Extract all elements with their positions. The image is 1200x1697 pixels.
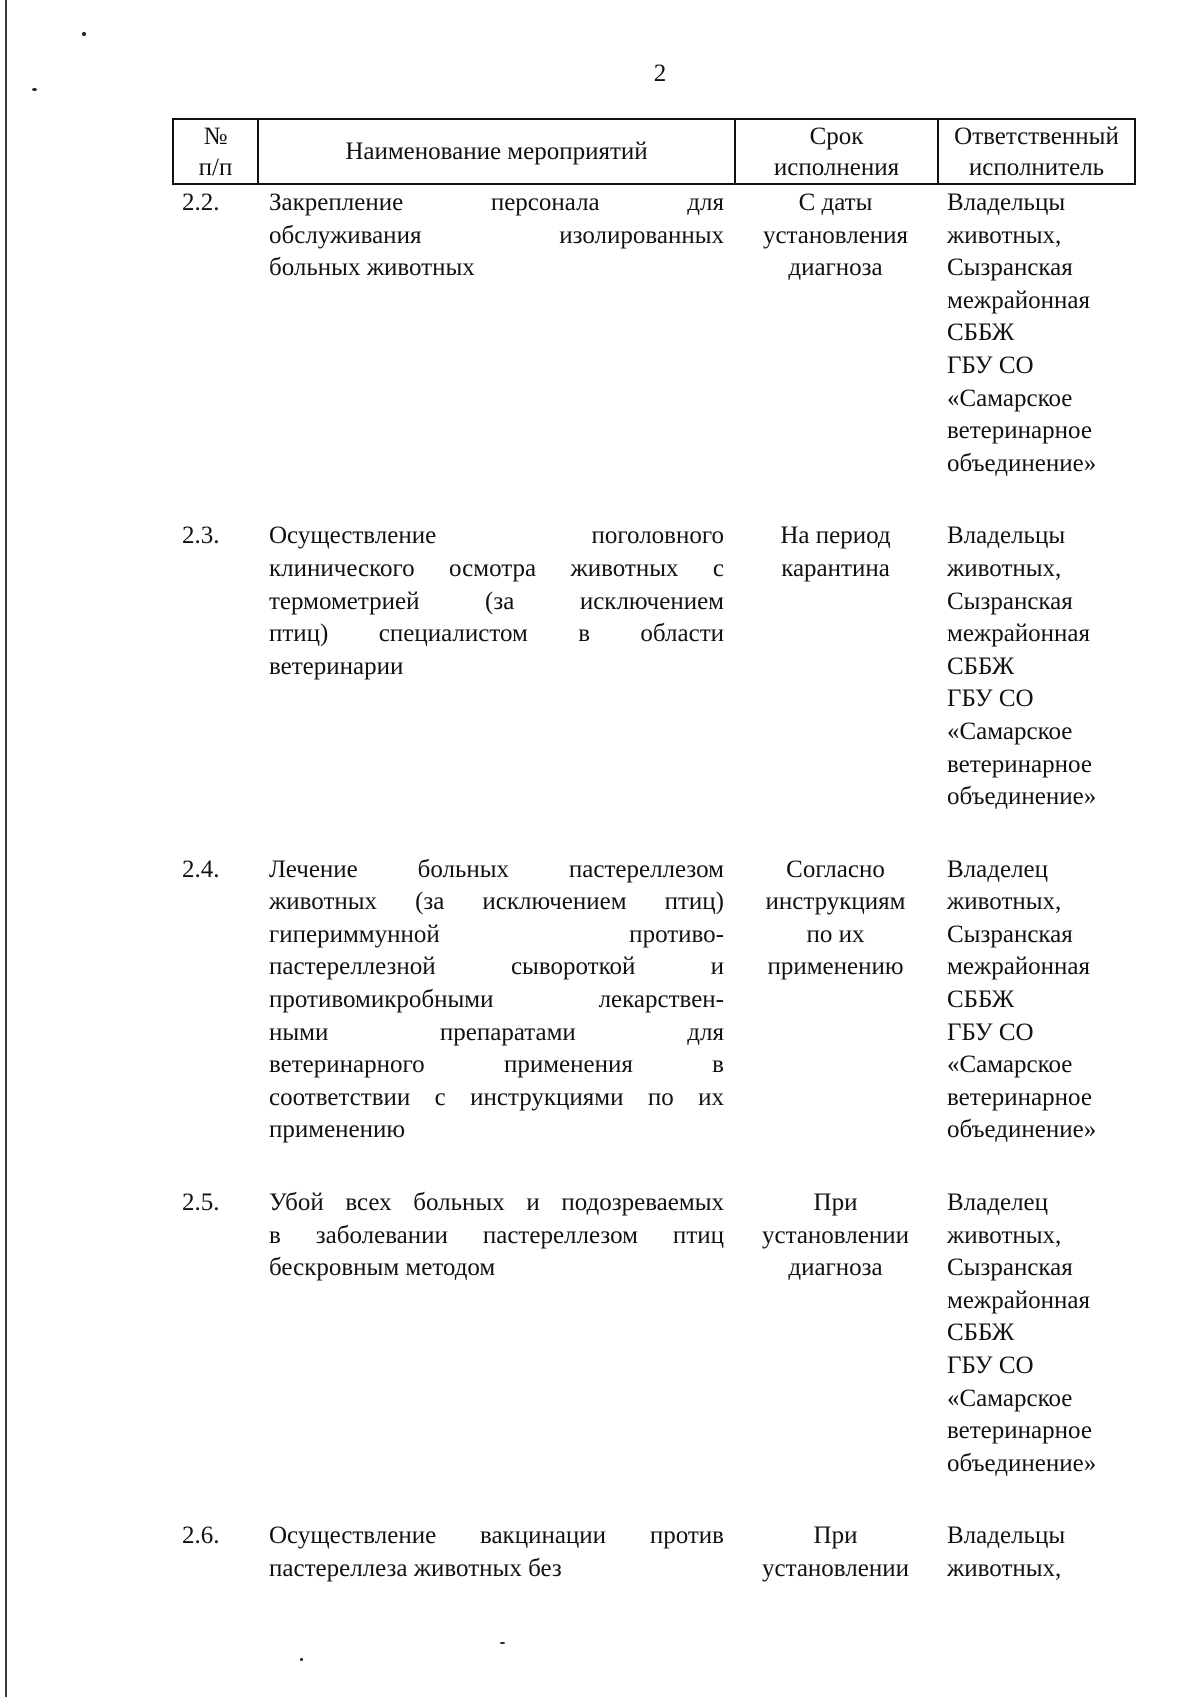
responsible-executor-line: Сызранская — [947, 920, 1073, 948]
responsible-executor-line: животных, — [947, 888, 1062, 916]
responsible-executor-line: Владелец — [947, 855, 1049, 883]
responsible-executor-line: ветеринарное — [947, 750, 1092, 778]
header-name — [259, 120, 736, 183]
header-responsible — [939, 120, 1134, 183]
measure-name-line: Осуществление вакцинации против — [269, 1522, 724, 1550]
measure-name-line: противомикробными лекарствен- — [269, 986, 724, 1014]
header-term-line: Срок — [809, 122, 864, 150]
responsible-executor-line: Сызранская — [947, 1254, 1073, 1282]
responsible-executor-line: Владелец — [947, 1189, 1049, 1217]
responsible-executor-line: ветеринарное — [947, 1083, 1092, 1111]
measure-name-line: ветеринарного применения в — [269, 1051, 724, 1079]
measure-name — [257, 520, 734, 813]
responsible-executor-line: объединение» — [947, 1116, 1097, 1144]
responsible-executor-line: животных, — [947, 221, 1062, 249]
execution-term-line: карантина — [781, 554, 890, 582]
responsible-executor-line: объединение» — [947, 783, 1097, 811]
row-number: 2.2. — [182, 189, 220, 216]
measure-name-line: Осуществление поголовного — [269, 522, 724, 550]
measure-name-line: Закрепление персонала для — [269, 189, 724, 216]
measure-name — [257, 1187, 734, 1480]
responsible-executor-line: межрайонная — [947, 1286, 1091, 1314]
responsible-executor-line: «Самарское — [947, 1384, 1073, 1412]
execution-term-line: установлении — [762, 1554, 909, 1582]
row-number: 2.5. — [182, 1189, 220, 1217]
measure-name-line: больных животных — [269, 254, 475, 282]
measure-name-line: животных (за исключением птиц) — [269, 888, 724, 916]
scan-speck — [300, 1658, 303, 1661]
execution-term-line: по их — [806, 920, 865, 948]
table-row — [172, 187, 1136, 480]
table-row — [172, 520, 1136, 813]
responsible-executor-line: ГБУ СО — [947, 685, 1034, 713]
responsible-executor-line: объединение» — [947, 1449, 1097, 1477]
responsible-executor-line: ГБУ СО — [947, 351, 1034, 379]
measure-name-line: применению — [269, 1116, 406, 1144]
measure-name-line: ветеринарии — [269, 652, 404, 680]
measure-name-line: обслуживания изолированных — [269, 221, 724, 249]
execution-term — [734, 1187, 937, 1480]
measure-name — [257, 1520, 734, 1585]
responsible-executor-line: «Самарское — [947, 717, 1073, 745]
header-responsible-line: Ответственный — [954, 122, 1119, 150]
responsible-executor-line: ГБУ СО — [947, 1018, 1034, 1046]
responsible-executor — [937, 187, 1136, 480]
execution-term-line: инструкциям — [765, 888, 906, 916]
responsible-executor — [937, 854, 1136, 1147]
responsible-executor-line: животных, — [947, 1221, 1062, 1249]
execution-term-line: Согласно — [786, 855, 885, 883]
measure-name-line: соответствии с инструкциями по их — [269, 1083, 724, 1111]
measure-name-line: птиц) специалистом в области — [269, 620, 724, 648]
responsible-executor-line: ветеринарное — [947, 417, 1092, 445]
table-row — [172, 1187, 1136, 1480]
table-row — [172, 1520, 1136, 1585]
execution-term-line: установления — [762, 221, 909, 249]
execution-term-line: диагноза — [788, 254, 883, 282]
measure-name-line: пастереллезной сывороткой и — [269, 953, 724, 981]
responsible-executor-line: животных, — [947, 1554, 1062, 1582]
execution-term-line: С даты — [798, 189, 873, 216]
measure-name-line: термометрией (за исключением — [269, 587, 724, 615]
header-name-line: Наименование мероприятий — [345, 138, 648, 165]
responsible-executor-line: ГБУ СО — [947, 1352, 1034, 1379]
responsible-executor-line: «Самарское — [947, 1051, 1073, 1079]
responsible-executor — [937, 1187, 1136, 1480]
measure-name-line: Убой всех больных и подозреваемых — [269, 1189, 724, 1217]
execution-term-line: При — [813, 1189, 858, 1217]
execution-term — [734, 187, 937, 480]
responsible-executor-line: СББЖ — [947, 1319, 1015, 1347]
measure-name-line: в заболевании пастереллезом птиц — [269, 1221, 724, 1249]
header-term-line: исполнения — [773, 153, 900, 181]
execution-term-line: диагноза — [788, 1254, 883, 1282]
row-number: 2.6. — [182, 1522, 220, 1550]
measure-name-line: Лечение больных пастереллезом — [269, 855, 724, 883]
header-num — [174, 120, 259, 183]
header-num-line: № — [203, 122, 228, 150]
execution-term-line: На период — [780, 522, 891, 550]
table-header — [172, 118, 1136, 185]
measure-name-line: бескровным методом — [269, 1254, 496, 1282]
table-row — [172, 854, 1136, 1147]
measure-name — [257, 854, 734, 1147]
responsible-executor-line: межрайонная — [947, 953, 1091, 981]
responsible-executor-line: животных, — [947, 554, 1062, 582]
execution-term-line: При — [813, 1522, 858, 1550]
scan-speck — [82, 32, 86, 36]
responsible-executor-line: «Самарское — [947, 384, 1073, 412]
responsible-executor-line: Владельцы — [947, 189, 1066, 216]
scan-speck — [500, 1642, 505, 1644]
responsible-executor-line: Сызранская — [947, 587, 1073, 615]
page-number: 2 — [653, 60, 667, 87]
header-responsible-line: исполнитель — [968, 153, 1105, 181]
execution-term-line: установлении — [762, 1221, 909, 1249]
measure-name-line: гипериммунной противо- — [269, 920, 724, 948]
scan-edge-line — [5, 0, 7, 1697]
responsible-executor-line: ветеринарное — [947, 1417, 1092, 1445]
header-term — [736, 120, 939, 183]
execution-term — [734, 520, 937, 813]
responsible-executor-line: Владельцы — [947, 522, 1066, 550]
responsible-executor-line: СББЖ — [947, 652, 1015, 680]
responsible-executor-line: Владельцы — [947, 1522, 1066, 1550]
execution-term — [734, 854, 937, 1147]
table-body — [172, 187, 1136, 1586]
measure-name-line: ными препаратами для — [269, 1018, 724, 1046]
responsible-executor-line: межрайонная — [947, 620, 1091, 648]
responsible-executor-line: объединение» — [947, 449, 1097, 477]
responsible-executor-line: СББЖ — [947, 319, 1015, 347]
header-num-line: п/п — [198, 153, 233, 181]
responsible-executor-line: межрайонная — [947, 286, 1091, 314]
responsible-executor — [937, 1520, 1136, 1585]
scan-speck — [32, 88, 37, 91]
execution-term — [734, 1520, 937, 1585]
row-number: 2.4. — [182, 855, 220, 883]
measure-name-line: пастереллеза животных без — [269, 1554, 562, 1582]
responsible-executor-line: Сызранская — [947, 254, 1073, 282]
measure-name — [257, 187, 734, 480]
measure-name-line: клинического осмотра животных с — [269, 554, 724, 582]
row-number: 2.3. — [182, 522, 220, 550]
responsible-executor-line: СББЖ — [947, 986, 1015, 1014]
execution-term-line: применению — [767, 953, 904, 981]
responsible-executor — [937, 520, 1136, 813]
